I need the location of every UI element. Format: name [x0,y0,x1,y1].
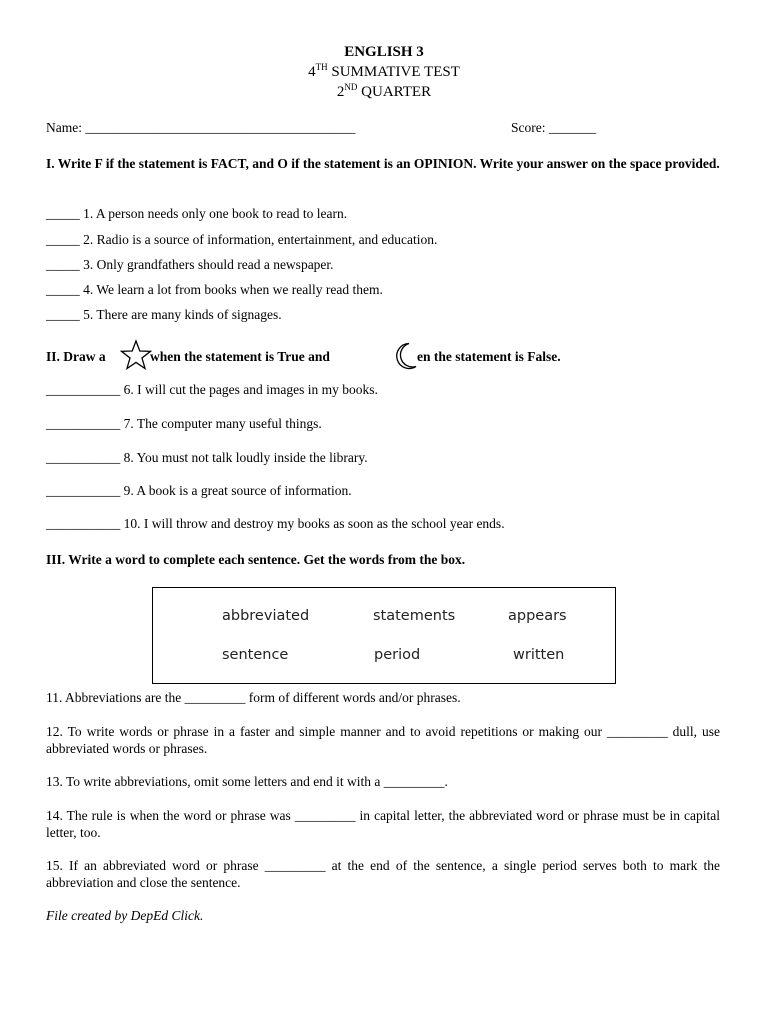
part2-instruction-b: when the statement is True and [150,349,330,364]
word-bank-item: sentence [222,647,289,663]
word-bank-item: statements [373,608,456,624]
part1-item: _____ 5. There are many kinds of signages. [46,307,282,322]
subject-title: ENGLISH 3 [344,44,424,60]
quarter-suffix: ND [344,82,358,92]
part3-item: 13. To write abbreviations, omit some letters and end it with a _________. [46,774,448,789]
part1-item: _____ 3. Only grandfathers should read a newspaper. [46,257,334,272]
test-suffix: TH [315,62,328,72]
part3-item: 12. To write words or phrase in a faster and simple manner and to avoid repetitions or making our _________ dull, use abbreviated words or phrases. [46,724,720,756]
part2-item: ___________ 6. I will cut the pages and images in my books. [46,382,378,397]
quarter-number: 2 [336,84,345,100]
part2-instruction-a: II. Draw a [46,349,106,364]
part2-item: ___________ 8. You must not talk loudly inside the library. [46,450,368,465]
name-field: Name: ________________________________________ [46,120,356,135]
part1-item: _____ 1. A person needs only one book to read to learn. [46,206,348,221]
word-bank-item: period [374,647,421,663]
word-bank-item: abbreviated [222,608,310,624]
test-number: 4 [308,64,316,80]
file-credit: File created by DepEd Click. [46,908,204,923]
word-bank-item: written [513,647,565,663]
quarter-label: QUARTER [357,84,432,100]
word-bank-item: appears [508,608,567,624]
quarter-title [0,84,768,101]
part3-item: 15. If an abbreviated word or phrase _________ at the end of the sentence, a single period serves both to mark the abbreviation and close the sentence. [46,858,720,890]
moon-icon [390,341,420,371]
part3-item: 14. The rule is when the word or phrase was _________ in capital letter, the abbreviated word or phrase must be in capital letter, too. [46,808,720,840]
part2-item: ___________ 10. I will throw and destroy my books as soon as the school year ends. [46,516,505,531]
score-field: Score: _______ [511,120,597,135]
part1-instruction: I. Write F if the statement is FACT, and O if the statement is an OPINION. Write your answer on the space provided. [46,156,720,171]
word-bank-box [152,587,616,684]
star-icon [120,339,152,371]
part2-item: ___________ 9. A book is a great source of information. [46,483,352,498]
part1-item: _____ 2. Radio is a source of information, entertainment, and education. [46,232,438,247]
test-title [0,64,768,81]
part1-item: _____ 4. We learn a lot from books when we really read them. [46,282,383,297]
part2-instruction-c: en the statement is False. [417,349,561,364]
test-label: SUMMATIVE TEST [327,64,460,80]
part2-item: ___________ 7. The computer many useful things. [46,416,322,431]
part3-instruction: III. Write a word to complete each sentence. Get the words from the box. [46,552,466,567]
part3-item: 11. Abbreviations are the _________ form of different words and/or phrases. [46,690,461,705]
